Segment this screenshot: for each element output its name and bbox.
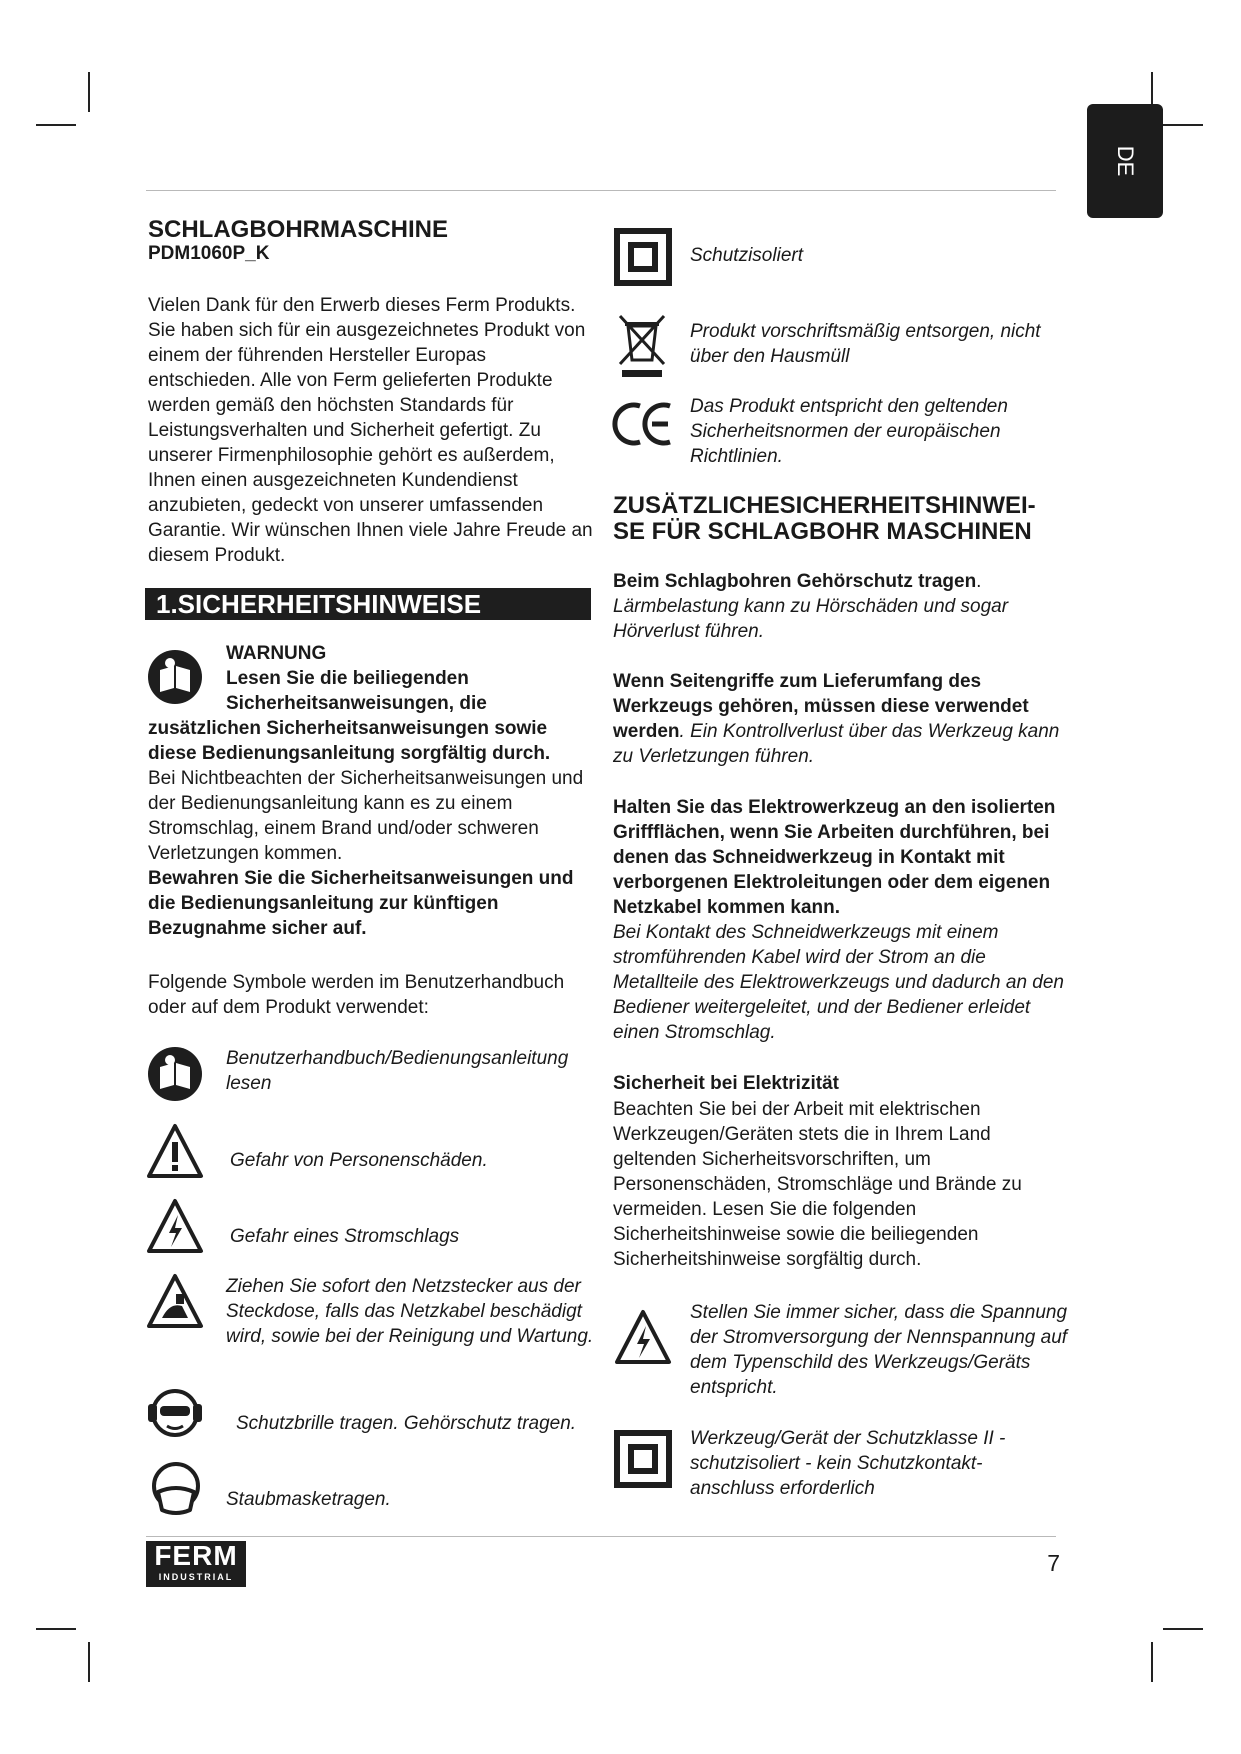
symbol-text: Schutzbrille tragen. Gehörschutz tragen. — [236, 1413, 577, 1434]
crop-mark — [1163, 1628, 1203, 1630]
section2-heading-line-1: ZUSÄTZLICHESICHERHEITSHINWEI- — [613, 492, 1036, 519]
electric-hazard-icon — [146, 1197, 204, 1255]
electric-safety-text: Beachten Sie bei der Arbeit mit elektrischen Werkzeugen/Geräten stets die in Ihrem Land geltenden Sicherheitsvorschriften, um Personenschäden, Stromschläge und Brände zu vermeiden. Lesen Sie die folgenden Sicherheitshinweise sowie die beiliegenden Sicherheitshinweise sorgfältig durch. — [613, 1099, 1022, 1270]
crop-mark — [88, 72, 90, 112]
insulated-grip-paragraph — [613, 795, 1073, 1045]
symbol-text: Produkt vorschriftsmäßig entsorgen, nicht über den Hausmüll — [690, 321, 1041, 367]
hearing-protection-bold: Beim Schlagbohren Gehörschutz tragen — [613, 571, 977, 592]
header-rule — [146, 190, 1056, 191]
logo-sub-text: INDUSTRIAL — [158, 1572, 234, 1582]
unplug-icon — [146, 1272, 204, 1330]
warning-bold-text: zusätzlichen Sicherheitsanweisungen sowie diese Bedienungsanleitung sorgfältig durch. — [148, 718, 551, 764]
section2-heading-line-2: SE FÜR SCHLAGBOHR MASCHINEN — [613, 518, 1032, 545]
symbol-text: Schutzisoliert — [690, 245, 803, 266]
footer-rule — [146, 1536, 1056, 1537]
electric-safety-title: Sicherheit bei Elektrizität — [613, 1073, 839, 1094]
warning-line-1: Lesen Sie die beiliegenden — [226, 668, 469, 689]
symbol-text: Ziehen Sie sofort den Netzstecker aus der Steckdose, falls das Netzkabel beschädigt wird, sowie bei der Reinigung und Wartung. — [226, 1276, 594, 1347]
insulated-grip-bold: Halten Sie das Elektrowerkzeug an den isolierten Griffflächen, wenn Sie Arbeiten durchführen, bei denen das Schneidwerkzeug in Kontakt mit verborgenen Elektroleitungen oder dem eigenen Netzkabel kommen kann. — [613, 797, 1056, 918]
symbol-text: Das Produkt entspricht den geltenden Sicherheitsnormen der europäischen Richtlinien. — [690, 396, 1008, 467]
warning-line-2: Sicherheitsanweisungen, die — [226, 693, 487, 714]
intro-paragraph: Vielen Dank für den Erwerb dieses Ferm Produkts. Sie haben sich für ein ausgezeichnetes Produkt von einem der führenden Hersteller Europas entschieden. Alle von Ferm gelieferten Produkte werden gemäß den höchsten Standards für Leistungsverhalten und Sicherheit gefertigt. Zu unserer Firmenphilosophie gehört es außerdem, Ihnen einen ausgezeichneten Kundendienst anzubieten, gedeckt von unserer umfassenden Garantie. Wir wünschen Ihnen viele Jahre Freude an diesem Produkt. — [148, 295, 593, 566]
crop-mark — [36, 1628, 76, 1630]
side-handle-paragraph — [613, 669, 1073, 769]
voltage-text: Stellen Sie immer sicher, dass die Spannung der Stromversorgung der Nennspannung auf dem Typenschild des Werkzeugs/Geräts entspricht. — [690, 1302, 1068, 1398]
symbols-intro: Folgende Symbole werden im Benutzerhandbuch oder auf dem Produkt verwendet: — [148, 972, 565, 1018]
electric-hazard-icon — [614, 1308, 672, 1366]
hearing-protection-italic: Lärmbelastung kann zu Hörschäden und sogar Hörverlust führen. — [613, 596, 1009, 642]
section-heading: 1.SICHERHEITSHINWEISE — [156, 589, 482, 619]
class2-text: Werkzeug/Gerät der Schutzklasse II - schutzisoliert - kein Schutzkontakt-anschluss erforderlich — [690, 1428, 1006, 1499]
warning-text: Bei Nichtbeachten der Sicherheitsanweisungen und der Bedienungsanleitung kann es zu einem Stromschlag, einem Brand und/oder schweren Verletzungen kommen. — [148, 768, 584, 864]
symbol-text: Gefahr eines Stromschlags — [230, 1226, 460, 1247]
crop-mark — [36, 124, 76, 126]
language-tab[interactable] — [1087, 104, 1163, 218]
manual-icon — [146, 648, 204, 706]
logo-main-text: FERM — [154, 1540, 238, 1571]
double-insulation-icon — [614, 1430, 672, 1488]
language-tab-label: DE — [1113, 145, 1138, 177]
warning-keep-text: Bewahren Sie die Sicherheitsanweisungen und die Bedienungsanleitung zur künftigen Bezugnahme sicher auf. — [148, 868, 574, 939]
double-insulation-icon — [614, 228, 672, 286]
model-number: PDM1060P_K — [148, 243, 270, 264]
symbol-text: Staubmasketragen. — [226, 1489, 391, 1510]
weee-bin-icon — [614, 312, 670, 378]
symbol-text: Gefahr von Personenschäden. — [230, 1150, 488, 1171]
side-handle-bold: Wenn Seitengriffe zum Lieferumfang des Werkzeugs gehören, müssen diese verwendet werden — [613, 671, 1029, 742]
crop-mark — [1151, 1642, 1153, 1682]
goggles-earmuffs-icon — [146, 1384, 204, 1442]
warning-title: WARNUNG — [226, 643, 327, 664]
insulated-grip-italic: Bei Kontakt des Schneidwerkzeugs mit einem stromführenden Kabel wird der Strom an die Metallteile des Elektrowerkzeugs und dadurch an den Bediener weitergeleitet, und der Bediener erleidet einen Stromschlag. — [613, 922, 1064, 1043]
page-title: SCHLAGBOHRMASCHINE — [148, 216, 448, 243]
manual-icon — [146, 1045, 204, 1103]
crop-mark — [88, 1642, 90, 1682]
symbol-text: Benutzerhandbuch/Bedienungsanleitung lesen — [226, 1048, 569, 1094]
dust-mask-icon — [150, 1460, 202, 1518]
hearing-protection-paragraph — [613, 569, 1073, 644]
hearing-protection-punct: . — [976, 571, 982, 592]
ferm-logo — [146, 1541, 246, 1587]
warning-triangle-icon — [146, 1122, 204, 1180]
ce-mark-icon — [612, 400, 676, 448]
page-number: 7 — [1047, 1550, 1060, 1576]
side-handle-italic: . Ein Kontrollverlust über das Werkzeug kann zu Verletzungen führen. — [613, 721, 1060, 767]
